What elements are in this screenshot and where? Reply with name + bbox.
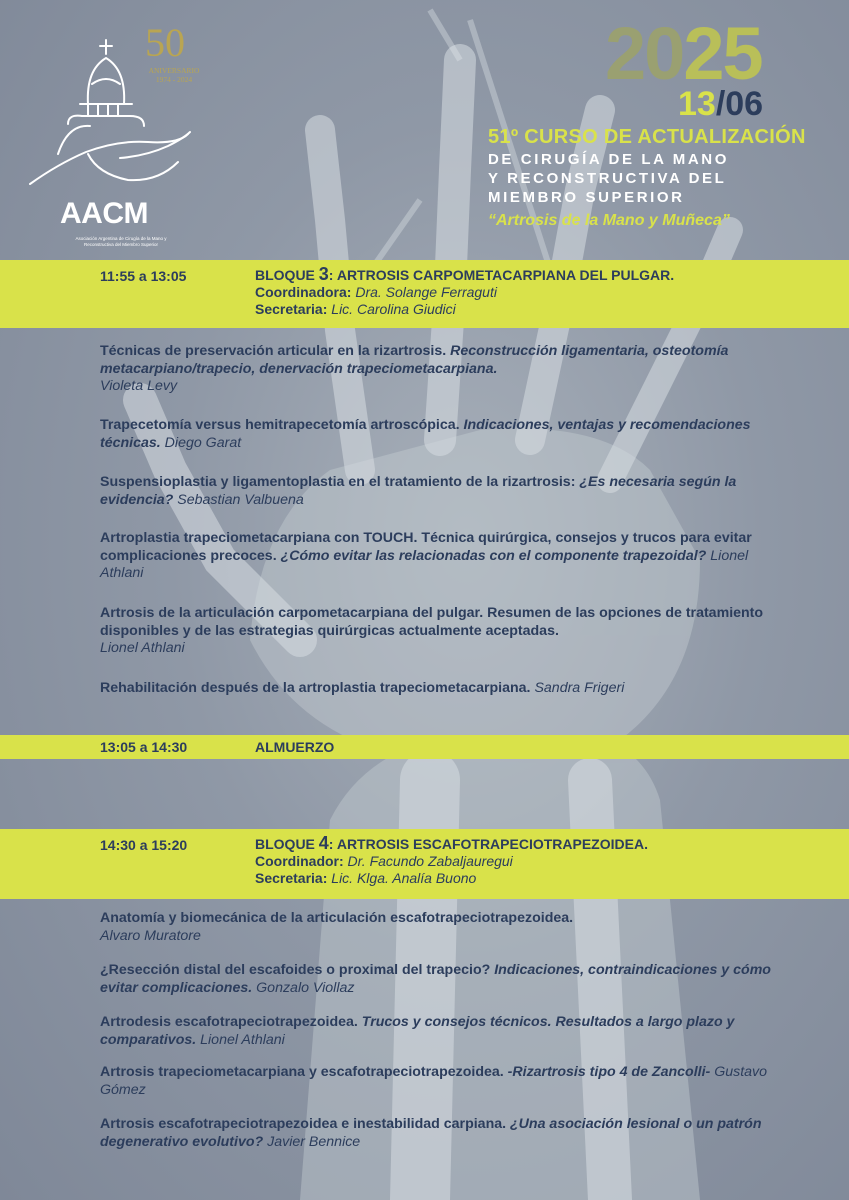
talk-speaker: Lionel Athlani <box>196 1031 285 1048</box>
talk-item <box>100 417 790 452</box>
course-subtitle-line2: Y RECONSTRUCTIVA DEL <box>488 170 727 187</box>
coordinator-label: Coordinadora: <box>255 284 352 300</box>
talk-title: Técnicas de preservación articular en la rizartrosis. <box>100 343 451 359</box>
talk-title: Rehabilitación después de la artroplastia trapeciometacarpiana. <box>100 680 535 696</box>
talk-detail: Indicaciones, ventajas y recomendaciones técnicas. <box>100 417 751 451</box>
talk-speaker: Sandra Frigeri <box>534 680 625 696</box>
talk-detail: ¿Es necesaria según la evidencia? <box>100 474 737 508</box>
talk-detail: Reconstrucción ligamentaria, osteotomía metacarpiano/trapecio, denervación trapeciometacarpiana. <box>100 343 729 377</box>
lunch-label-text: ALMUERZO <box>255 739 335 755</box>
talk-item <box>100 1064 790 1099</box>
talk-speaker: Lionel Athlani <box>100 640 185 656</box>
block-3-header <box>255 266 674 318</box>
block-number: 3 <box>318 264 329 284</box>
talk-detail: ¿Una asociación lesional o un patrón degenerativo evolutivo? <box>100 1116 762 1150</box>
talk-speaker: Sebastian Valbuena <box>173 491 304 508</box>
talk-detail: ¿Cómo evitar las relacionadas con el componente trapezoidal? <box>280 547 707 564</box>
logo-name: AACM <box>60 197 148 230</box>
secretary-label: Secretaria: <box>255 301 328 317</box>
block-prefix: BLOQUE <box>255 836 319 852</box>
course-subtitle-line3: MIEMBRO SUPERIOR <box>488 189 685 206</box>
aacm-logo-icon <box>28 34 198 199</box>
talk-title: Artrosis escafotrapeciotrapezoidea e inestabilidad carpiana. <box>100 1116 511 1132</box>
block-4-time: 14:30 a 15:20 <box>100 837 188 853</box>
date-month: /06 <box>715 85 764 123</box>
block-4-coordinator <box>255 853 648 870</box>
talk-item <box>100 1014 790 1049</box>
block-4-secretary <box>255 870 648 887</box>
talk-item <box>100 1116 790 1151</box>
secretary-name: Lic. Klga. Analía Buono <box>331 870 477 886</box>
coordinator-name: Dr. Facundo Zabaljauregui <box>347 853 513 869</box>
year-part2: 25 <box>683 12 762 95</box>
talk-title: Anatomía y biomecánica de la articulación escafotrapeciotrapezoidea. <box>100 910 574 926</box>
talk-speaker: Gonzalo Viollaz <box>252 979 355 996</box>
block-3-time: 11:55 a 13:05 <box>100 268 187 284</box>
talk-detail: Trucos y consejos técnicos. Resultados a largo plazo y comparativos. <box>100 1014 735 1048</box>
talk-title: Artrosis trapeciometacarpiana y escafotrapeciotrapezoidea. <box>100 1064 508 1080</box>
talk-title: Artrodesis escafotrapeciotrapezoidea. <box>100 1014 362 1030</box>
event-date <box>678 86 763 122</box>
coordinator-name: Dra. Solange Ferraguti <box>355 284 497 300</box>
talk-title: Artrosis de la articulación carpometacarpiana del pulgar. Resumen de las opciones de tratamiento disponibles y de las estrategias quirúrgicas actualmente aceptadas. <box>100 605 764 639</box>
year-part1: 20 <box>605 12 684 95</box>
talk-speaker: Violeta Levy <box>100 378 178 394</box>
block-prefix: BLOQUE <box>255 267 319 283</box>
block-title-text: : ARTROSIS CARPOMETACARPIANA DEL PULGAR. <box>328 267 675 283</box>
lunch-time: 13:05 a 14:30 <box>100 739 188 755</box>
talk-item <box>100 680 790 698</box>
block-4-header <box>255 835 648 887</box>
talk-title: ¿Resección distal del escafoides o proximal del trapecio? <box>100 962 495 978</box>
talk-item <box>100 962 790 997</box>
talk-item <box>100 910 790 945</box>
talk-item <box>100 530 790 583</box>
block-3-coordinator <box>255 284 674 301</box>
event-year <box>605 14 762 94</box>
talk-title: Artroplastia trapeciometacarpiana con TOUCH. Técnica quirúrgica, consejos y trucos para evitar complicaciones precoces. <box>100 530 752 564</box>
block-3-title <box>255 266 674 284</box>
logo-subtitle: Asociación Argentina de Cirugía de la Mano y Reconstructiva del Miembro Superior <box>75 236 167 247</box>
secretary-label: Secretaria: <box>255 870 328 886</box>
anniversary-number: 50 <box>145 20 185 65</box>
anniversary-label-text: ANIVERSARIO <box>148 66 200 75</box>
block-3-secretary <box>255 301 674 318</box>
talk-title: Trapecetomía versus hemitrapecetomía artroscópica. <box>100 417 464 433</box>
course-subtitle-line1: DE CIRUGÍA DE LA MANO <box>488 151 729 168</box>
talk-item <box>100 474 790 509</box>
talk-item <box>100 343 790 396</box>
talk-title: Suspensioplastia y ligamentoplastia en el tratamiento de la rizartrosis: <box>100 474 580 490</box>
talk-item <box>100 605 790 658</box>
course-title: 51º CURSO DE ACTUALIZACIÓN <box>488 126 806 148</box>
talk-speaker: Diego Garat <box>160 434 242 451</box>
talk-detail: -Rizartrosis tipo 4 de Zancolli- <box>507 1064 711 1080</box>
course-theme: “Artrosis de la Mano y Muñeca” <box>488 212 730 229</box>
block-4-title <box>255 835 648 853</box>
date-day: 13 <box>678 85 716 123</box>
talk-detail: Indicaciones, contraindicaciones y cómo evitar complicaciones. <box>100 962 771 996</box>
anniversary-years: 1974 - 2024 <box>155 75 193 84</box>
block-number: 4 <box>318 833 329 853</box>
talk-speaker: Lionel Athlani <box>100 547 749 581</box>
course-subtitle <box>488 150 808 207</box>
lunch-label <box>255 739 334 756</box>
talk-speaker: Gustavo Gómez <box>100 1064 768 1098</box>
talk-speaker: Javier Bennice <box>263 1133 361 1150</box>
coordinator-label: Coordinador: <box>255 853 344 869</box>
talk-speaker: Alvaro Muratore <box>100 927 201 944</box>
secretary-name: Lic. Carolina Giudici <box>331 301 456 317</box>
block-title-text: : ARTROSIS ESCAFOTRAPECIOTRAPEZOIDEA. <box>328 836 648 852</box>
